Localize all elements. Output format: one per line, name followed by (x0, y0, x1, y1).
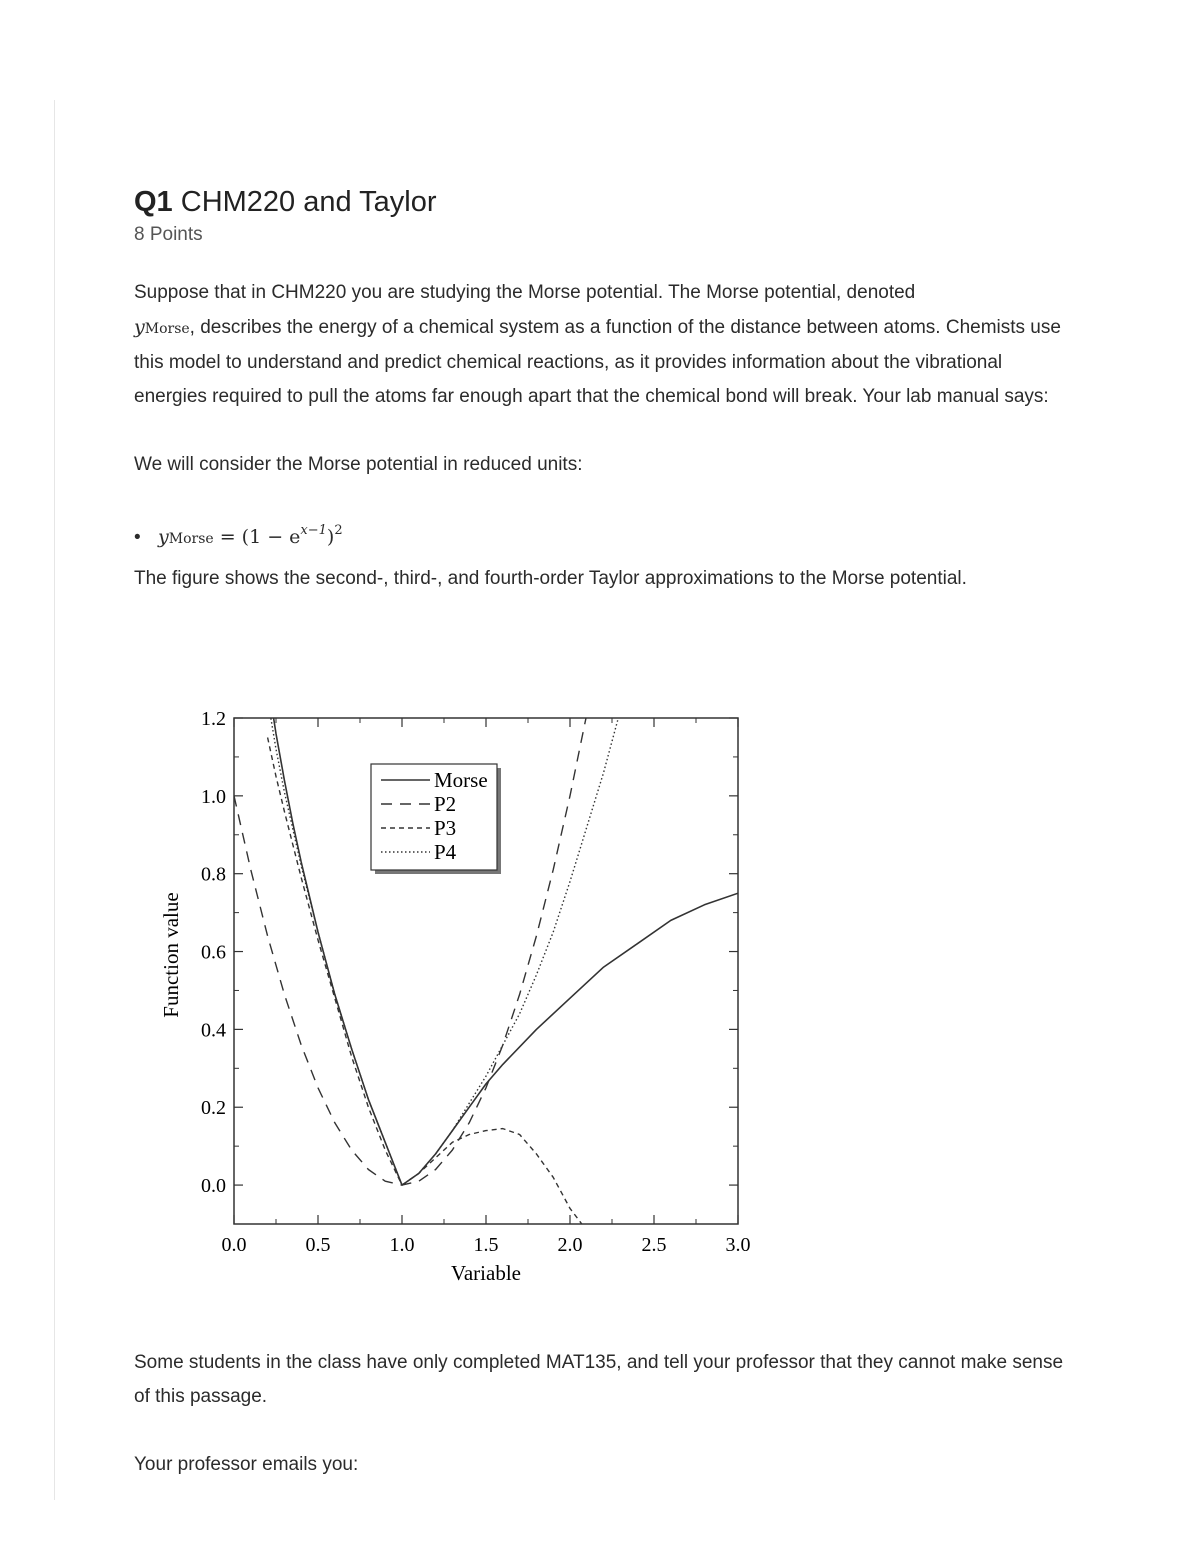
formula-tail: ) (326, 526, 335, 548)
x-tick-label: 1.5 (473, 1234, 499, 1256)
formula-y: y (158, 526, 169, 548)
reduced-units-paragraph: We will consider the Morse potential in reduced units: (134, 454, 583, 475)
y-axis-label: Function value (159, 892, 183, 1018)
professor-email-paragraph: Your professor emails you: (134, 1454, 359, 1475)
legend-label-morse: Morse (434, 768, 488, 792)
x-tick-label: 2.5 (641, 1234, 667, 1256)
x-tick-label: 0.5 (305, 1234, 331, 1256)
morse-symbol (134, 316, 190, 338)
question-label: Q1 (134, 186, 173, 218)
legend-label-p3: P3 (434, 816, 457, 840)
formula-rhs: = (1 − e (213, 526, 301, 548)
y-tick-label: 0.0 (201, 1175, 226, 1198)
y-tick-label: 1.0 (201, 785, 226, 808)
figure-description-paragraph: The figure shows the second-, third-, and fourth-order Taylor approximations to the Morse potential. (134, 568, 967, 589)
intro-text-a: Suppose that in CHM220 you are studying the Morse potential. The Morse potential, denoted (134, 282, 916, 303)
question-points: 8 Points (134, 224, 203, 245)
taylor-chart (150, 700, 770, 1300)
formula-power: 2 (334, 523, 343, 538)
question-title (134, 180, 1074, 224)
x-tick-label: 2.0 (557, 1234, 583, 1256)
y-tick-label: 1.2 (201, 708, 226, 730)
legend-label-p2: P2 (434, 792, 457, 816)
formula-sub: Morse (168, 531, 214, 547)
x-tick-label: 1.0 (389, 1234, 415, 1256)
bullet-dot: • (134, 527, 141, 548)
x-tick-label: 0.0 (221, 1234, 247, 1256)
x-axis-label: Variable (451, 1261, 521, 1285)
students-paragraph: Some students in the class have only completed MAT135, and tell your professor that they cannot make sense of this passage. (134, 1352, 1064, 1407)
morse-symbol-sub: Morse (144, 321, 190, 337)
left-border-rule (54, 100, 55, 1500)
formula-list-item (134, 514, 1074, 556)
question-content (134, 180, 1074, 596)
x-tick-label: 3.0 (725, 1234, 751, 1256)
y-tick-label: 0.6 (201, 941, 226, 964)
intro-text-b: , describes the energy of a chemical system as a function of the distance between atoms. Chemists use this model to understand and predict chemical reactions, as it provides information about the vibrational energies required to pull the atoms far enough apart that the chemical bond will break. Your lab manual says: (134, 317, 1061, 407)
morse-formula (158, 523, 343, 548)
morse-symbol-y: y (134, 316, 145, 338)
legend-label-p4: P4 (434, 840, 457, 864)
y-tick-label: 0.2 (201, 1097, 226, 1120)
formula-exponent: x−1 (300, 523, 327, 538)
taylor-figure (150, 700, 770, 1300)
y-tick-label: 0.4 (201, 1019, 226, 1042)
intro-paragraph (134, 276, 1074, 414)
y-tick-label: 0.8 (201, 863, 226, 886)
chart-legend (371, 764, 501, 874)
question-title-text: CHM220 and Taylor (180, 186, 437, 218)
